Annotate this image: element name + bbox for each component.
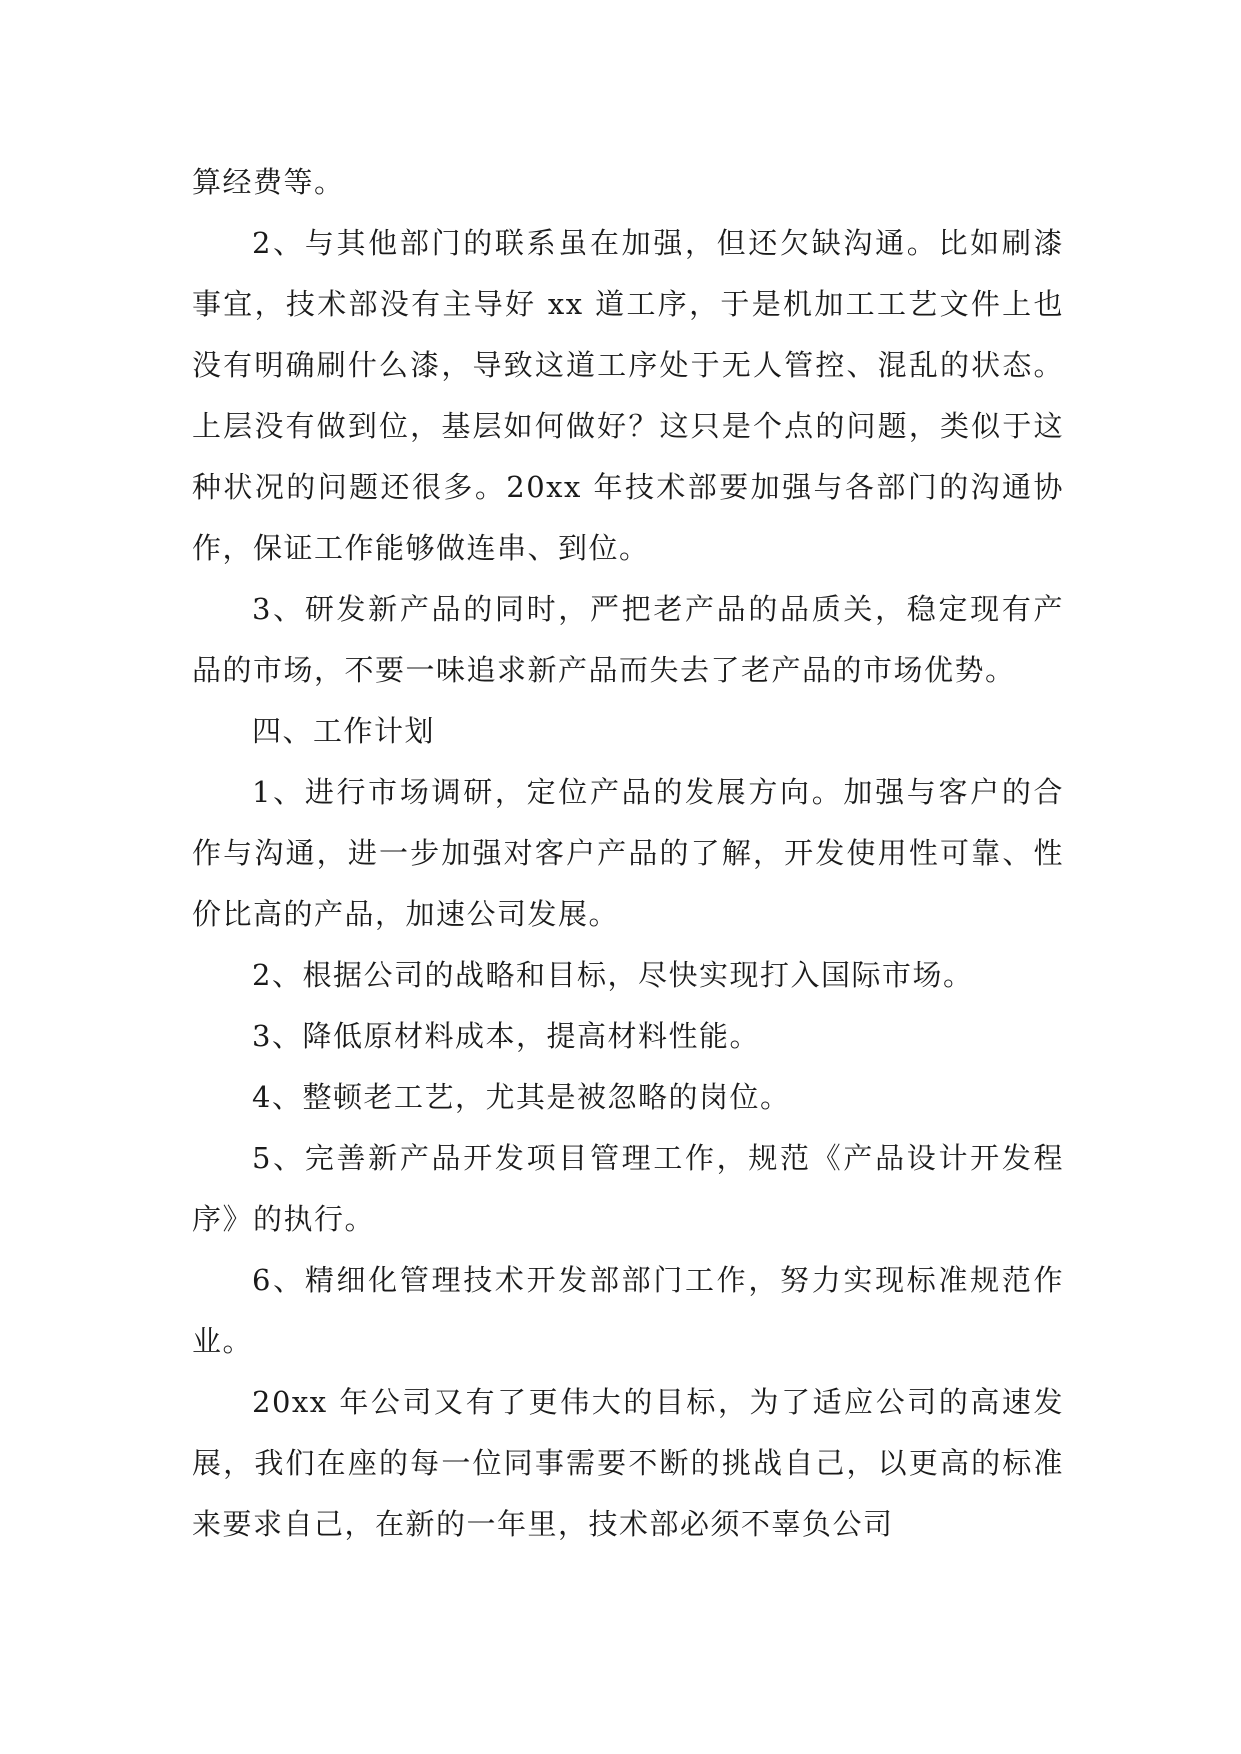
plan-item-4: 4、整顿老工艺，尤其是被忽略的岗位。 [252, 1080, 791, 1114]
plan-item-5: 5、完善新产品开发项目管理工作，规范《产品设计开发程序》的执行。 [192, 1141, 1064, 1236]
document-body [192, 152, 1064, 1555]
paragraph-closing: 20xx 年公司又有了更伟大的目标，为了适应公司的高速发展，我们在座的每一位同事需要不断的挑战自己，以更高的标准来要求自己，在新的一年里，技术部必须不辜负公司 [192, 1385, 1064, 1541]
paragraph-continuation: 算经费等。 [192, 165, 345, 199]
plan-item-3: 3、降低原材料成本，提高材料性能。 [252, 1019, 760, 1053]
plan-item-2: 2、根据公司的战略和目标，尽快实现打入国际市场。 [252, 958, 974, 992]
paragraph-communication: 2、与其他部门的联系虽在加强，但还欠缺沟通。比如刷漆事宜，技术部没有主导好 xx 道工序，于是机加工工艺文件上也没有明确刷什么漆，导致这道工序处于无人管控、混乱的状态。上层没有做到位，基层如何做好？这只是个点的问题，类似于这种状况的问题还很多。20xx 年技术部要加强与各部门的沟通协作，保证工作能够做连串、到位。 [192, 226, 1064, 565]
paragraph-product-quality: 3、研发新产品的同时，严把老产品的品质关，稳定现有产品的市场，不要一味追求新产品而失去了老产品的市场优势。 [192, 592, 1064, 687]
plan-item-6: 6、精细化管理技术开发部部门工作，努力实现标准规范作业。 [192, 1263, 1064, 1358]
plan-item-1: 1、进行市场调研，定位产品的发展方向。加强与客户的合作与沟通，进一步加强对客户产品的了解，开发使用性可靠、性价比高的产品，加速公司发展。 [192, 775, 1064, 931]
section-heading-work-plan: 四、工作计划 [252, 714, 436, 748]
